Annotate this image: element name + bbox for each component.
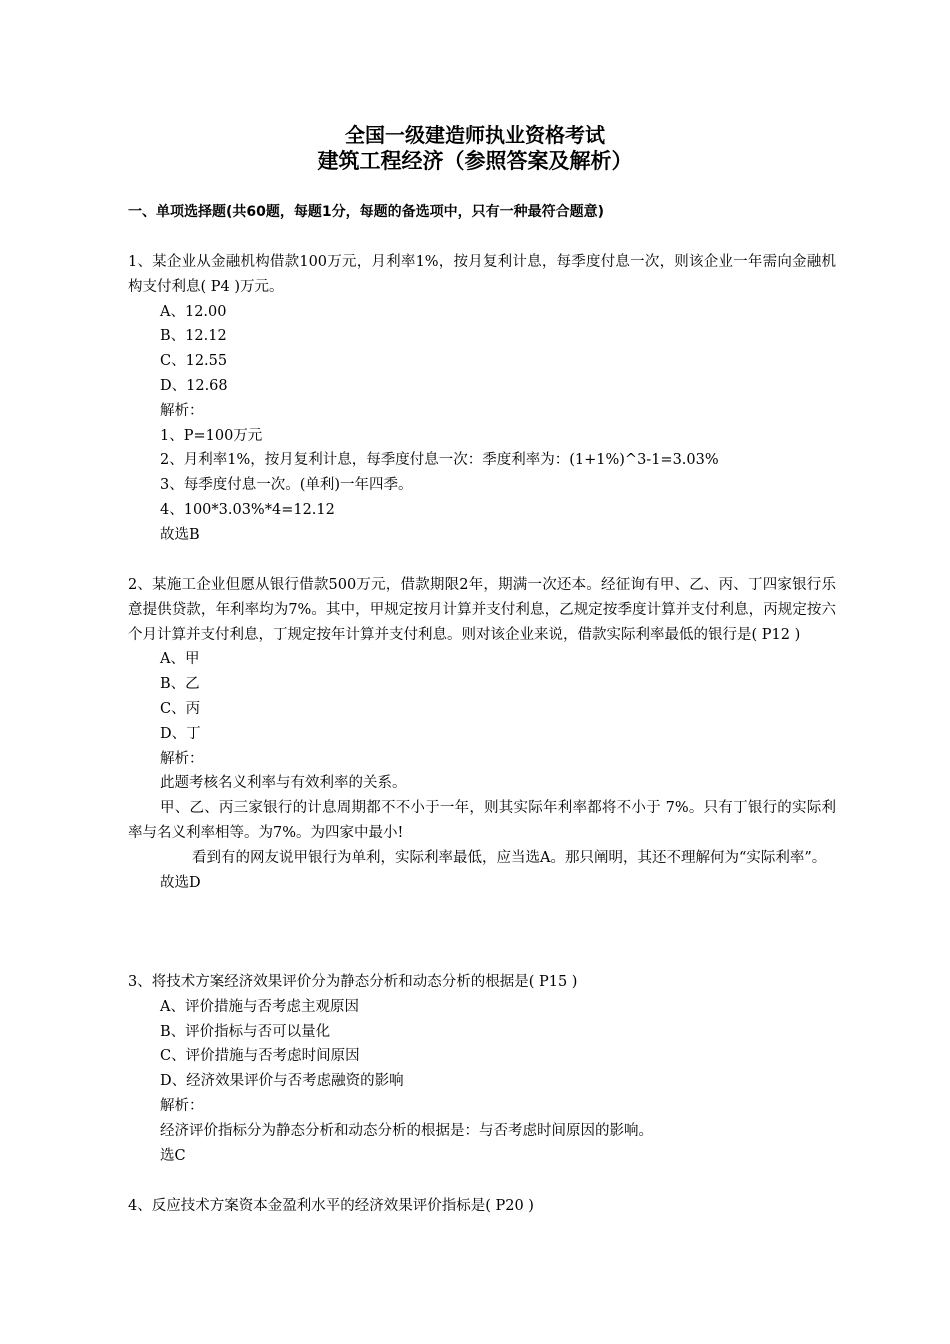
option-d: D、经济效果评价与否考虑融资的影响 bbox=[160, 1073, 404, 1090]
analysis-line: 4、100*3.03%*4=12.12 bbox=[160, 501, 335, 518]
option-c: C、12.55 bbox=[160, 353, 228, 370]
analysis-line: 经济评价指标分为静态分析和动态分析的根据是：与否考虑时间原因的影响。 bbox=[160, 1122, 653, 1139]
document-title-line2: 建筑工程经济（参照答案及解析） bbox=[317, 149, 633, 173]
analysis-label: 解析： bbox=[160, 750, 204, 767]
question-stem: 2、某施工企业但愿从银行借款500万元，借款期限2年，期满一次还本。经征询有甲、乙、丙、丁四家银行乐意提供贷款，年利率均为7%。其中，甲规定按月计算并支付利息，乙规定按季度计算并支付利息，丙规定按六个月计算并支付利息，丁规定按年计算并支付利息。则对该企业来说，借款实际利率最低的银行是( P12 ) bbox=[128, 577, 836, 643]
question-4 bbox=[128, 1194, 836, 1219]
document-title-line1: 全国一级建造师执业资格考试 bbox=[345, 123, 605, 147]
option-c: C、丙 bbox=[160, 700, 201, 717]
question-3 bbox=[128, 970, 836, 1168]
answer-conclusion: 故选B bbox=[160, 526, 200, 543]
question-2 bbox=[128, 573, 836, 895]
question-stem: 1、某企业从金融机构借款100万元，月利率1%，按月复利计息，每季度付息一次，则该企业一年需向金融机构支付利息( P4 )万元。 bbox=[128, 254, 836, 295]
question-stem: 3、将技术方案经济效果评价分为静态分析和动态分析的根据是( P15 ) bbox=[128, 974, 578, 990]
answer-conclusion: 选C bbox=[160, 1147, 186, 1164]
option-b: B、12.12 bbox=[160, 328, 227, 345]
option-d: D、12.68 bbox=[160, 377, 228, 394]
analysis-paragraph: 看到有的网友说甲银行为单利，实际利率最低，应当选A。那只阐明，其还不理解何为“实际利率”。 bbox=[192, 849, 827, 866]
analysis-label: 解析： bbox=[160, 1097, 204, 1114]
analysis-label: 解析： bbox=[160, 402, 204, 419]
option-d: D、丁 bbox=[160, 725, 201, 742]
option-c: C、评价措施与否考虑时间原因 bbox=[160, 1048, 360, 1065]
option-b: B、乙 bbox=[160, 676, 200, 693]
option-a: A、甲 bbox=[160, 651, 200, 668]
analysis-line: 此题考核名义利率与有效利率的关系。 bbox=[160, 775, 407, 792]
question-stem: 4、反应技术方案资本金盈利水平的经济效果评价指标是( P20 ) bbox=[128, 1198, 534, 1214]
option-b: B、评价指标与否可以量化 bbox=[160, 1023, 331, 1040]
option-a: A、12.00 bbox=[160, 303, 227, 320]
analysis-line: 1、P=100万元 bbox=[160, 427, 263, 444]
analysis-line: 2、月利率1%，按月复利计息，每季度付息一次：季度利率为：(1+1%)^3-1=3.03% bbox=[160, 452, 719, 469]
section-heading: 一、单项选择题(共60题，每题1分，每题的备选项中，只有一种最符合题意) bbox=[128, 204, 605, 220]
answer-conclusion: 故选D bbox=[160, 874, 201, 891]
question-1 bbox=[128, 250, 836, 548]
option-a: A、评价措施与否考虑主观原因 bbox=[160, 998, 359, 1015]
analysis-line: 3、每季度付息一次。(单利)一年四季。 bbox=[160, 477, 413, 494]
analysis-paragraph: 甲、乙、丙三家银行的计息周期都不不小于一年，则其实际年利率都将不小于 7%。只有丁银行的实际利率与名义利率相等。为7%。为四家中最小! bbox=[128, 800, 836, 841]
